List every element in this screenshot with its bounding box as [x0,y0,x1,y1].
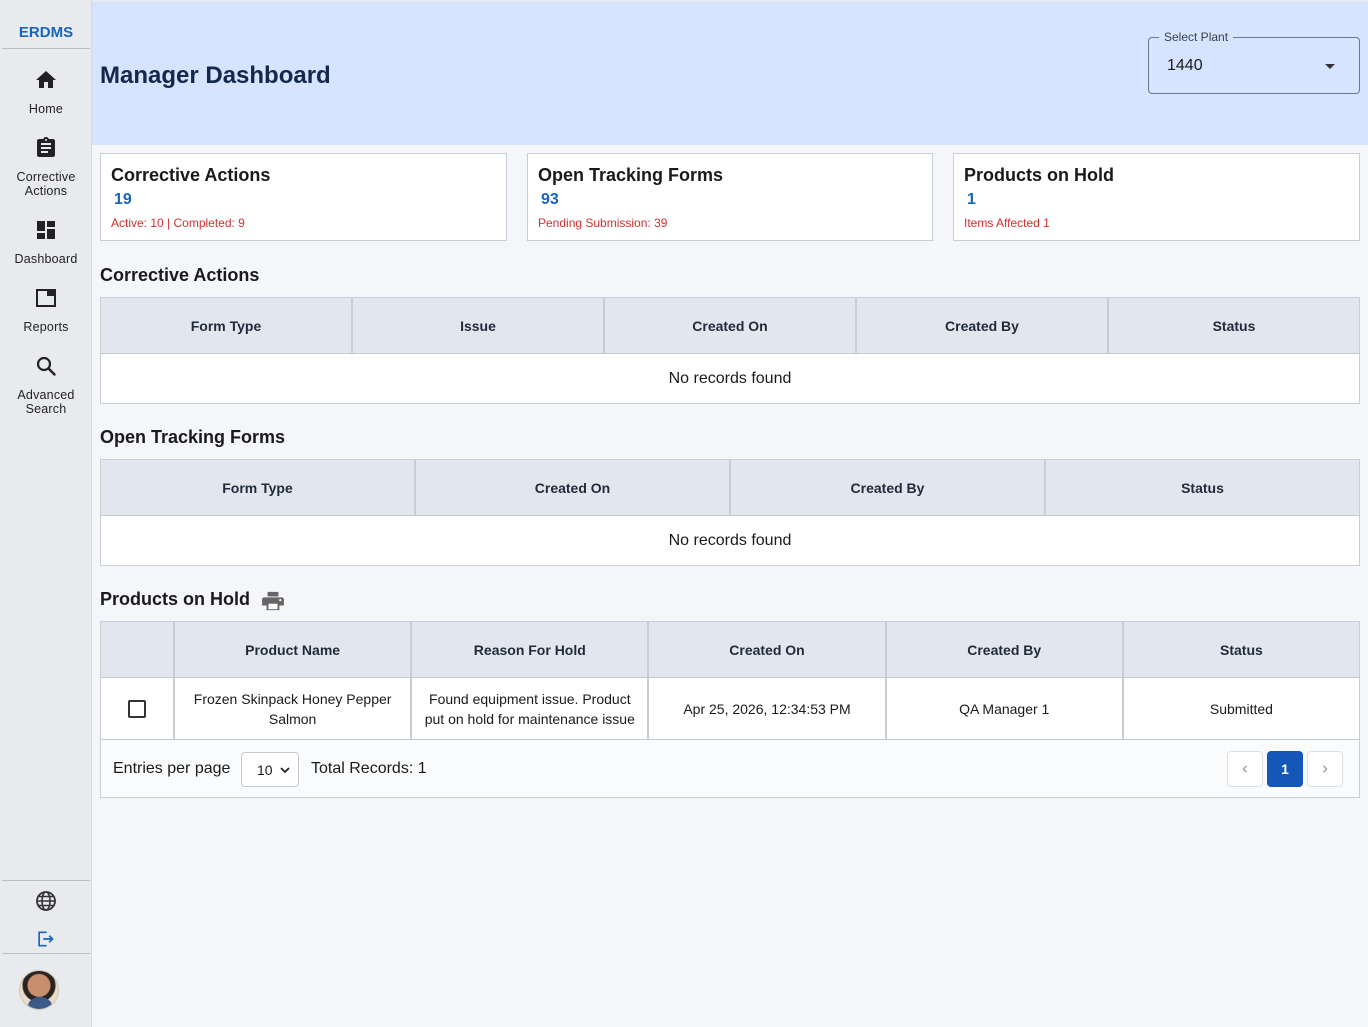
table-header [101,460,1359,516]
cell-product-name: Frozen Skinpack Honey Pepper Salmon [175,678,412,739]
sidebar-divider [2,48,90,49]
card-title: Corrective Actions [111,165,271,185]
page-header [92,0,1368,145]
card-count: 19 [114,191,132,208]
column-header[interactable]: Created By [887,622,1124,677]
empty-state: No records found [668,369,792,387]
sidebar-item-label: Dashboard [14,252,78,266]
chevron-down-icon [279,764,291,776]
sidebar-item-reports[interactable] [0,286,92,334]
card-title: Open Tracking Forms [538,165,724,185]
section-title-products-on-hold: Products on Hold [100,589,250,609]
row-select-cell [101,678,175,739]
plant-select-label: Select Plant [1159,30,1233,44]
cell-reason-for-hold: Found equipment issue. Product put on hold for maintenance issue [412,678,649,739]
sidebar-item-label: Advanced Search [17,388,75,416]
sidebar-item-label: Corrective Actions [16,170,76,198]
dashboard-icon [34,218,58,242]
caret-down-icon [1325,64,1335,69]
card-count: 1 [967,191,976,208]
card-subtext: Pending Submission: 39 [538,216,668,230]
pagination-bar [101,740,1359,797]
column-header[interactable]: Created On [649,622,886,677]
sidebar-item-advanced-search[interactable] [0,354,92,416]
card-count: 93 [541,191,559,208]
card-subtext: Items Affected 1 [964,216,1050,230]
column-header[interactable]: Product Name [175,622,412,677]
sidebar-item-label: Home [28,102,64,116]
column-header[interactable]: Created On [416,460,731,515]
chevron-right-icon [1320,764,1330,774]
chevron-left-icon [1240,764,1250,774]
reports-icon [34,286,58,310]
globe-icon[interactable] [34,889,58,913]
sidebar-divider [2,953,90,954]
column-header[interactable]: Status [1181,479,1224,496]
entries-per-page-label: Entries per page [113,760,231,777]
table-header [101,298,1359,354]
plant-select[interactable] [1148,30,1360,94]
card-subtext: Active: 10 | Completed: 9 [111,216,245,230]
column-header[interactable]: Created By [857,298,1109,353]
column-header[interactable]: Created On [605,298,857,353]
column-header[interactable]: Status [1212,317,1256,334]
cell-created-by: QA Manager 1 [887,678,1124,739]
logout-icon[interactable] [35,929,55,949]
plant-select-value: 1440 [1167,57,1203,74]
total-records: Total Records: 1 [311,760,427,777]
row-checkbox[interactable] [128,700,146,718]
search-icon [34,354,58,378]
column-header[interactable]: Form Type [101,460,416,515]
corrective-actions-table [100,297,1360,404]
entries-per-page-select[interactable] [241,752,299,787]
next-page-button[interactable] [1307,751,1343,787]
entries-per-page-value: 10 [257,762,273,778]
prev-page-button[interactable] [1227,751,1263,787]
select-column-header [101,622,175,677]
column-header[interactable]: Issue [353,298,605,353]
sidebar-divider [2,880,90,881]
column-header[interactable]: Reason For Hold [412,622,649,677]
sidebar-item-label: Reports [23,320,69,334]
card-title: Products on Hold [964,165,1114,185]
column-header[interactable]: Form Type [101,298,353,353]
cell-status: Submitted [1209,700,1273,717]
card-products-on-hold[interactable] [953,153,1360,241]
products-on-hold-table [100,621,1360,798]
column-header[interactable]: Status [1220,641,1263,658]
sidebar-item-corrective-actions[interactable] [0,136,92,198]
home-icon [34,68,58,92]
clipboard-icon [34,136,58,160]
open-tracking-forms-table [100,459,1360,566]
card-corrective-actions[interactable] [100,153,507,241]
page-1-button[interactable]: 1 [1267,751,1303,787]
section-title-corrective-actions: Corrective Actions [100,265,260,285]
table-header [101,622,1359,678]
empty-state: No records found [668,531,792,549]
table-row[interactable] [101,678,1359,740]
column-header[interactable]: Created By [731,460,1046,515]
cell-created-on: Apr 25, 2026, 12:34:53 PM [649,678,886,739]
section-title-open-tracking-forms: Open Tracking Forms [100,427,286,447]
avatar[interactable] [19,970,59,1010]
page-title: Manager Dashboard [100,62,331,89]
sidebar-item-home[interactable] [0,68,92,116]
sidebar [0,0,92,1027]
print-icon[interactable] [262,591,284,611]
card-open-tracking-forms[interactable] [527,153,933,241]
brand-logo[interactable]: ERDMS [18,24,74,41]
sidebar-item-dashboard[interactable] [0,218,92,266]
